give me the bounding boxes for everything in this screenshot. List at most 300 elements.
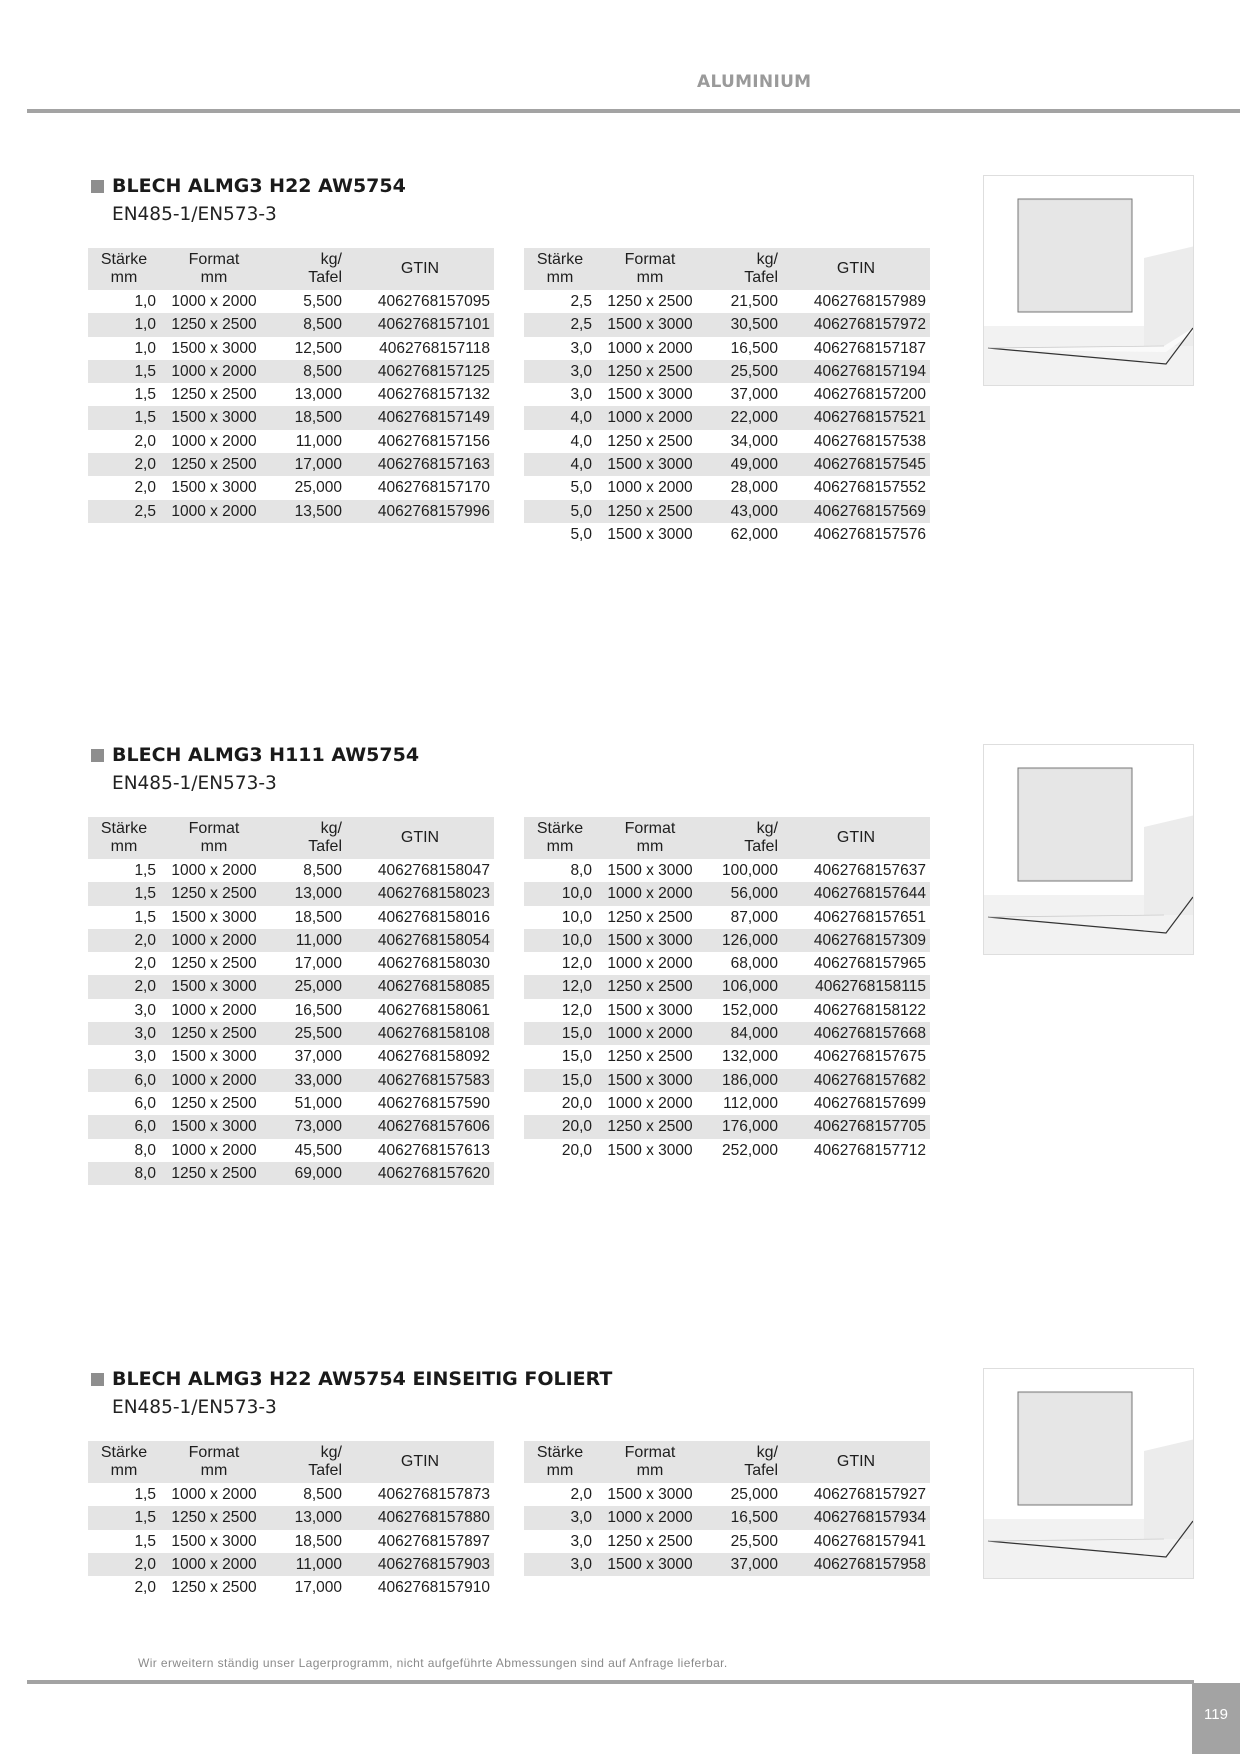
table-row <box>524 1069 930 1092</box>
cell-kg-tafel: 12,500 <box>294 339 342 357</box>
cell-staerke: 2,0 <box>88 453 160 476</box>
table-row <box>88 406 494 429</box>
cell-staerke: 1,5 <box>134 1532 156 1550</box>
cell-gtin: 4062768157194 <box>782 360 930 383</box>
cell-gtin: 4062768158115 <box>782 975 930 998</box>
cell-staerke: 2,0 <box>134 955 156 973</box>
cell-kg-tafel: 37,000 <box>704 1553 782 1576</box>
header-kg-tafel <box>704 248 782 290</box>
table-header-row <box>88 817 494 859</box>
cell-gtin: 4062768157309 <box>782 929 930 952</box>
cell-gtin: 4062768157989 <box>813 293 926 310</box>
cell-kg-tafel: 18,500 <box>294 1532 342 1550</box>
cell-gtin: 4062768157958 <box>782 1553 930 1576</box>
table-row <box>88 1045 494 1068</box>
cell-format: 1500 x 3000 <box>596 1553 704 1576</box>
cell-format: 1250 x 2500 <box>607 293 693 310</box>
cell-format: 1500 x 3000 <box>607 386 693 404</box>
cell-staerke: 1,5 <box>134 862 156 879</box>
cell-staerke: 10,0 <box>561 908 592 926</box>
cell-gtin: 4062768157903 <box>346 1553 494 1576</box>
cell-format: 1500 x 3000 <box>596 453 704 476</box>
cell-format: 1250 x 2500 <box>160 1022 268 1045</box>
header-staerke-label: Stärke <box>100 820 148 837</box>
cell-format: 1250 x 2500 <box>171 955 257 973</box>
header-staerke <box>524 248 596 290</box>
cell-format: 1250 x 2500 <box>596 500 704 523</box>
header-gtin: GTIN <box>782 248 930 290</box>
table-row <box>88 975 494 998</box>
table-header-row <box>88 248 494 290</box>
cell-format: 1250 x 2500 <box>160 313 268 336</box>
cell-kg-tafel: 16,500 <box>704 1506 782 1529</box>
header-format-label: Format <box>624 251 676 268</box>
page-number: 119 <box>1192 1683 1240 1754</box>
cell-gtin: 4062768157156 <box>377 432 490 450</box>
cell-kg-tafel: 34,000 <box>730 432 778 450</box>
cell-format: 1500 x 3000 <box>607 1486 693 1503</box>
header-format <box>596 817 704 859</box>
cell-gtin: 4062768157927 <box>813 1486 926 1503</box>
header-kg-tafel-label: kg/ <box>756 820 778 837</box>
header-staerke <box>524 1441 596 1483</box>
cell-gtin: 4062768157675 <box>813 1048 926 1066</box>
header-kg-tafel-label: kg/ <box>756 1444 778 1461</box>
header-staerke-unit: mm <box>110 838 138 855</box>
cell-gtin: 4062768157187 <box>813 339 926 357</box>
header-format <box>160 817 268 859</box>
table-row <box>524 523 930 546</box>
cell-staerke: 3,0 <box>134 1001 156 1019</box>
top-divider <box>27 109 1240 113</box>
header-format-label: Format <box>624 1444 676 1461</box>
header-format-unit: mm <box>200 838 228 855</box>
cell-format: 1000 x 2000 <box>596 882 704 905</box>
header-kg-tafel <box>268 248 346 290</box>
cell-kg-tafel: 25,500 <box>704 360 782 383</box>
table-row <box>88 952 494 975</box>
table-row <box>524 1530 930 1553</box>
cell-gtin: 4062768158122 <box>813 1001 926 1019</box>
spec-table-right <box>524 1441 930 1576</box>
spec-table-left <box>88 1441 494 1599</box>
cell-staerke: 3,0 <box>524 1553 596 1576</box>
cell-gtin: 4062768157705 <box>782 1115 930 1138</box>
header-kg-tafel <box>704 817 782 859</box>
table-row <box>88 1092 494 1115</box>
table-row <box>524 859 930 882</box>
cell-staerke: 20,0 <box>561 1094 592 1112</box>
cell-gtin: 4062768157132 <box>377 386 490 404</box>
bullet-square-icon <box>91 180 104 193</box>
product-image <box>983 175 1194 386</box>
cell-staerke: 15,0 <box>524 1069 596 1092</box>
cell-gtin: 4062768157545 <box>782 453 930 476</box>
cell-format: 1000 x 2000 <box>596 1506 704 1529</box>
cell-format: 1500 x 3000 <box>607 1001 693 1019</box>
header-staerke <box>88 817 160 859</box>
cell-staerke: 2,5 <box>88 500 160 523</box>
cell-kg-tafel: 5,500 <box>303 293 342 310</box>
cell-staerke: 2,0 <box>88 975 160 998</box>
header-gtin: GTIN <box>782 1441 930 1483</box>
cell-staerke: 2,0 <box>134 479 156 497</box>
cell-gtin: 4062768157170 <box>377 479 490 497</box>
table-row <box>88 999 494 1022</box>
cell-kg-tafel: 17,000 <box>294 1579 342 1597</box>
cell-kg-tafel: 100,000 <box>721 862 778 879</box>
cell-staerke: 3,0 <box>134 1048 156 1066</box>
spec-table-right <box>524 248 930 546</box>
cell-gtin: 4062768157880 <box>346 1506 494 1529</box>
header-format-unit: mm <box>636 1462 664 1479</box>
cell-staerke: 3,0 <box>570 339 592 357</box>
header-gtin: GTIN <box>346 1441 494 1483</box>
cell-staerke: 15,0 <box>561 1048 592 1066</box>
cell-format: 1000 x 2000 <box>160 1069 268 1092</box>
table-row <box>88 1530 494 1553</box>
cell-staerke: 2,0 <box>88 929 160 952</box>
cell-format: 1250 x 2500 <box>160 453 268 476</box>
table-row <box>88 1553 494 1576</box>
cell-gtin: 4062768158023 <box>346 882 494 905</box>
table-header-row <box>524 248 930 290</box>
cell-staerke: 6,0 <box>134 1094 156 1112</box>
cell-format: 1000 x 2000 <box>171 432 257 450</box>
cell-kg-tafel: 22,000 <box>704 406 782 429</box>
cell-staerke: 4,0 <box>524 406 596 429</box>
cell-gtin: 4062768158061 <box>377 1001 490 1019</box>
cell-format: 1000 x 2000 <box>171 1486 257 1503</box>
table-row <box>524 383 930 406</box>
cell-staerke: 3,0 <box>88 1022 160 1045</box>
table-row <box>88 360 494 383</box>
table-row <box>88 500 494 523</box>
header-staerke-unit: mm <box>546 269 574 286</box>
cell-staerke: 1,0 <box>134 293 156 310</box>
cell-format: 1250 x 2500 <box>171 1579 257 1597</box>
cell-gtin: 4062768158054 <box>346 929 494 952</box>
cell-staerke: 2,0 <box>134 1579 156 1597</box>
cell-gtin: 4062768157897 <box>377 1532 490 1550</box>
cell-kg-tafel: 49,000 <box>704 453 782 476</box>
cell-staerke: 1,5 <box>134 386 156 404</box>
cell-format: 1250 x 2500 <box>171 386 257 404</box>
header-format <box>596 1441 704 1483</box>
cell-kg-tafel: 28,000 <box>730 479 778 497</box>
cell-staerke: 6,0 <box>88 1069 160 1092</box>
product-title: BLECH ALMG3 H111 AW5754 <box>112 744 420 766</box>
cell-format: 1500 x 3000 <box>596 313 704 336</box>
header-kg-tafel-label: kg/ <box>320 820 342 837</box>
cell-format: 1000 x 2000 <box>171 1001 257 1019</box>
cell-kg-tafel: 25,000 <box>294 479 342 497</box>
cell-staerke: 20,0 <box>561 1141 592 1159</box>
cell-staerke: 20,0 <box>524 1115 596 1138</box>
header-kg-tafel-unit: Tafel <box>744 838 778 855</box>
cell-staerke: 8,0 <box>570 862 592 879</box>
cell-kg-tafel: 62,000 <box>730 525 778 543</box>
cell-format: 1000 x 2000 <box>596 406 704 429</box>
table-row <box>88 290 494 313</box>
cell-format: 1000 x 2000 <box>160 500 268 523</box>
cell-kg-tafel: 106,000 <box>704 975 782 998</box>
spec-table-left <box>88 248 494 523</box>
cell-kg-tafel: 25,500 <box>730 1532 778 1550</box>
table-row <box>88 476 494 499</box>
cell-kg-tafel: 8,500 <box>268 360 346 383</box>
cell-format: 1500 x 3000 <box>171 1532 257 1550</box>
spec-table-left <box>88 817 494 1185</box>
product-image <box>983 1368 1194 1579</box>
cell-gtin: 4062768157972 <box>782 313 930 336</box>
cell-format: 1250 x 2500 <box>607 1048 693 1066</box>
header-kg-tafel-unit: Tafel <box>744 1462 778 1479</box>
cell-kg-tafel: 16,500 <box>294 1001 342 1019</box>
header-kg-tafel-unit: Tafel <box>308 269 342 286</box>
cell-staerke: 3,0 <box>570 1532 592 1550</box>
cell-kg-tafel: 126,000 <box>704 929 782 952</box>
cell-format: 1000 x 2000 <box>160 360 268 383</box>
cell-kg-tafel: 18,500 <box>268 406 346 429</box>
cell-gtin: 4062768157682 <box>782 1069 930 1092</box>
cell-kg-tafel: 25,000 <box>268 975 346 998</box>
bullet-square-icon <box>91 749 104 762</box>
header-format-unit: mm <box>200 1462 228 1479</box>
table-row <box>524 1022 930 1045</box>
cell-gtin: 4062768157910 <box>377 1579 490 1597</box>
header-staerke-unit: mm <box>546 1462 574 1479</box>
table-row <box>524 290 930 313</box>
header-staerke <box>524 817 596 859</box>
cell-gtin: 4062768157613 <box>377 1141 490 1159</box>
header-gtin: GTIN <box>782 817 930 859</box>
cell-gtin: 4062768157934 <box>782 1506 930 1529</box>
cell-kg-tafel: 252,000 <box>721 1141 778 1159</box>
cell-kg-tafel: 112,000 <box>723 1094 778 1112</box>
cell-gtin: 4062768157576 <box>813 525 926 543</box>
cell-kg-tafel: 11,000 <box>295 432 342 450</box>
table-row <box>88 1162 494 1185</box>
cell-format: 1000 x 2000 <box>607 955 693 973</box>
sheet-illustration-icon <box>984 745 1194 955</box>
table-row <box>88 906 494 929</box>
cell-format: 1500 x 3000 <box>160 975 268 998</box>
cell-staerke: 10,0 <box>524 882 596 905</box>
header-format-unit: mm <box>636 838 664 855</box>
table-row <box>524 360 930 383</box>
cell-format: 1000 x 2000 <box>607 339 693 357</box>
cell-staerke: 2,0 <box>134 432 156 450</box>
cell-staerke: 3,0 <box>524 360 596 383</box>
product-norm: EN485-1/EN573-3 <box>112 773 277 794</box>
cell-staerke: 5,0 <box>524 500 596 523</box>
cell-staerke: 2,5 <box>570 293 592 310</box>
section-tag: ALUMINIUM <box>697 72 812 92</box>
cell-kg-tafel: 37,000 <box>294 1048 342 1066</box>
cell-kg-tafel: 43,000 <box>704 500 782 523</box>
table-header-row <box>524 817 930 859</box>
cell-staerke: 12,0 <box>524 975 596 998</box>
cell-gtin: 4062768157590 <box>377 1094 490 1112</box>
cell-staerke: 1,0 <box>88 313 160 336</box>
cell-gtin: 4062768157200 <box>813 386 926 404</box>
cell-format: 1250 x 2500 <box>607 1532 693 1550</box>
cell-kg-tafel: 68,000 <box>730 955 778 973</box>
table-row <box>524 1139 930 1162</box>
table-header-row <box>88 1441 494 1483</box>
header-format <box>160 1441 268 1483</box>
cell-kg-tafel: 25,000 <box>730 1486 778 1503</box>
cell-format: 1250 x 2500 <box>160 1506 268 1529</box>
cell-format: 1500 x 3000 <box>171 908 257 926</box>
cell-format: 1000 x 2000 <box>171 862 257 879</box>
header-staerke-label: Stärke <box>536 820 584 837</box>
sheet-illustration-icon <box>984 176 1194 386</box>
cell-gtin: 4062768157521 <box>782 406 930 429</box>
table-row <box>524 952 930 975</box>
cell-kg-tafel: 13,000 <box>268 1506 346 1529</box>
cell-format: 1500 x 3000 <box>171 339 257 357</box>
table-row <box>88 929 494 952</box>
table-row <box>524 1483 930 1506</box>
header-kg-tafel-unit: Tafel <box>308 1462 342 1479</box>
table-row <box>88 1576 494 1599</box>
cell-kg-tafel: 69,000 <box>268 1162 346 1185</box>
cell-format: 1250 x 2500 <box>160 1162 268 1185</box>
cell-gtin: 4062768157712 <box>813 1141 926 1159</box>
cell-gtin: 4062768157118 <box>379 339 490 357</box>
header-format <box>596 248 704 290</box>
cell-format: 1000 x 2000 <box>171 293 257 310</box>
table-row <box>524 337 930 360</box>
table-row <box>524 1092 930 1115</box>
cell-format: 1500 x 3000 <box>607 862 693 879</box>
cell-staerke: 2,0 <box>88 1553 160 1576</box>
product-norm: EN485-1/EN573-3 <box>112 1397 277 1418</box>
cell-format: 1500 x 3000 <box>160 1115 268 1138</box>
header-staerke-label: Stärke <box>536 251 584 268</box>
cell-kg-tafel: 17,000 <box>294 955 342 973</box>
cell-format: 1250 x 2500 <box>607 908 693 926</box>
table-row <box>524 1506 930 1529</box>
table-row <box>88 383 494 406</box>
cell-staerke: 15,0 <box>524 1022 596 1045</box>
header-format-label: Format <box>188 1444 240 1461</box>
table-row <box>524 430 930 453</box>
cell-format: 1500 x 3000 <box>607 1141 693 1159</box>
cell-gtin: 4062768158016 <box>377 908 490 926</box>
bottom-divider <box>27 1680 1194 1684</box>
cell-gtin: 4062768157699 <box>813 1094 926 1112</box>
table-row <box>524 406 930 429</box>
cell-staerke: 3,0 <box>524 1506 596 1529</box>
cell-kg-tafel: 37,000 <box>730 386 778 404</box>
cell-format: 1000 x 2000 <box>160 929 268 952</box>
product-title: BLECH ALMG3 H22 AW5754 EINSEITIG FOLIERT <box>112 1368 613 1390</box>
cell-kg-tafel: 16,500 <box>730 339 778 357</box>
header-staerke-label: Stärke <box>536 1444 584 1461</box>
cell-staerke: 1,0 <box>134 339 156 357</box>
cell-kg-tafel: 8,500 <box>303 1486 342 1503</box>
cell-gtin: 4062768157538 <box>813 432 926 450</box>
table-row <box>524 999 930 1022</box>
cell-kg-tafel: 8,500 <box>268 313 346 336</box>
cell-kg-tafel: 25,500 <box>268 1022 346 1045</box>
cell-kg-tafel: 73,000 <box>268 1115 346 1138</box>
table-row <box>88 1506 494 1529</box>
table-row <box>524 929 930 952</box>
table-header-row <box>524 1441 930 1483</box>
header-kg-tafel-unit: Tafel <box>308 838 342 855</box>
table-row <box>524 453 930 476</box>
cell-gtin: 4062768157149 <box>346 406 494 429</box>
header-format-label: Format <box>188 820 240 837</box>
header-gtin: GTIN <box>346 248 494 290</box>
header-kg-tafel <box>268 817 346 859</box>
product-title: BLECH ALMG3 H22 AW5754 <box>112 175 406 197</box>
cell-staerke: 1,5 <box>88 406 160 429</box>
cell-kg-tafel: 18,500 <box>294 908 342 926</box>
header-kg-tafel-unit: Tafel <box>744 269 778 286</box>
cell-staerke: 1,5 <box>134 908 156 926</box>
cell-staerke: 1,5 <box>88 882 160 905</box>
cell-gtin: 4062768157644 <box>782 882 930 905</box>
cell-format: 1250 x 2500 <box>596 360 704 383</box>
cell-gtin: 4062768157941 <box>813 1532 926 1550</box>
cell-kg-tafel: 51,000 <box>294 1094 342 1112</box>
cell-gtin: 4062768157651 <box>813 908 926 926</box>
header-staerke-unit: mm <box>110 1462 138 1479</box>
header-format-label: Format <box>188 251 240 268</box>
table-row <box>524 313 930 336</box>
cell-format: 1500 x 3000 <box>160 406 268 429</box>
cell-gtin: 4062768157569 <box>782 500 930 523</box>
header-format-unit: mm <box>200 269 228 286</box>
table-row <box>524 1553 930 1576</box>
header-staerke-label: Stärke <box>100 251 148 268</box>
header-kg-tafel <box>704 1441 782 1483</box>
cell-gtin: 4062768158030 <box>377 955 490 973</box>
cell-kg-tafel: 11,000 <box>268 1553 346 1576</box>
cell-gtin: 4062768157996 <box>346 500 494 523</box>
cell-gtin: 4062768157101 <box>346 313 494 336</box>
header-gtin: GTIN <box>346 817 494 859</box>
table-row <box>88 313 494 336</box>
cell-gtin: 4062768158047 <box>377 862 490 879</box>
cell-kg-tafel: 186,000 <box>704 1069 782 1092</box>
header-staerke-unit: mm <box>546 838 574 855</box>
cell-format: 1000 x 2000 <box>171 1141 257 1159</box>
header-format-label: Format <box>624 820 676 837</box>
header-staerke-label: Stärke <box>100 1444 148 1461</box>
cell-format: 1000 x 2000 <box>607 479 693 497</box>
cell-staerke: 3,0 <box>570 386 592 404</box>
table-row <box>88 453 494 476</box>
sheet-illustration-icon <box>984 1369 1194 1579</box>
cell-gtin: 4062768157125 <box>346 360 494 383</box>
cell-kg-tafel: 33,000 <box>268 1069 346 1092</box>
header-staerke <box>88 248 160 290</box>
header-kg-tafel <box>268 1441 346 1483</box>
cell-staerke: 8,0 <box>88 1162 160 1185</box>
cell-staerke: 5,0 <box>570 525 592 543</box>
table-row <box>524 882 930 905</box>
cell-kg-tafel: 176,000 <box>704 1115 782 1138</box>
cell-staerke: 12,0 <box>561 1001 592 1019</box>
cell-format: 1500 x 3000 <box>171 1048 257 1066</box>
table-row <box>88 882 494 905</box>
